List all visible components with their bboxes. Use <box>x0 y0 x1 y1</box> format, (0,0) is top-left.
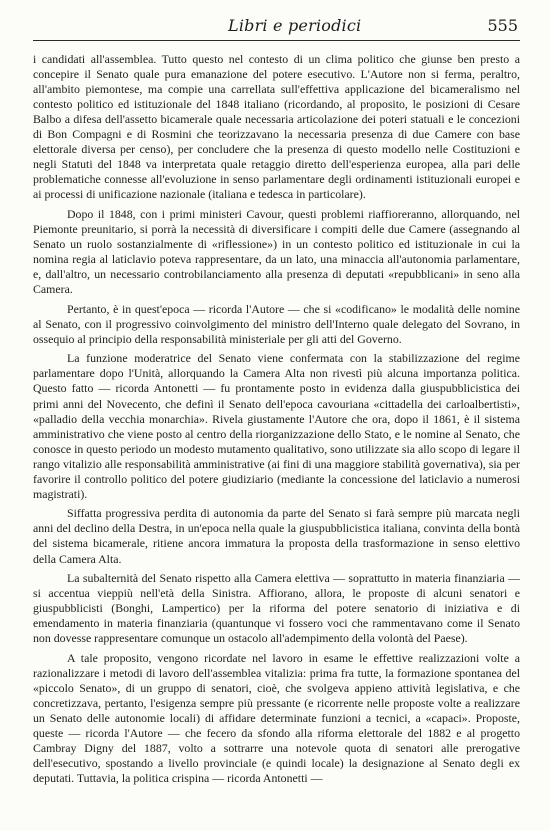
article-body <box>33 52 520 791</box>
page-number: 555 <box>487 16 518 35</box>
page-header <box>33 14 520 41</box>
paragraph: i candidati all'assemblea. Tutto questo nel contesto di un clima politico che giunse ben presto a concepire il Senato quale pura emanazione del potere esecutivo. L'Autore non si ferma, peraltro, all'ambito piemontese, ma compie una carrellata sull'effettiva applicazione del bicameralismo nel contesto politico ed istituzionale del 1848 italiano (ricordando, al proposito, le posizioni di Cesare Balbo a difesa dell'assetto bicamerale quale necessaria articolazione dei poteri statuali e le concezioni di Bon Compagni e di Rosmini che teorizzavano la necessaria presenza di due Camere con base elettorale diversa per censo), per concludere che la presenza di questo modello nelle Costituzioni e negli Statuti del 1848 va interpretata quale retaggio diretto dell'esperienza europea, alla pari delle problematiche connesse all'evoluzione in senso parlamentare degli ordinamenti istituzionali europei e ai processi di unificazione nazionale (italiana e tedesca in particolare). <box>33 52 520 202</box>
paragraph: Pertanto, è in quest'epoca — ricorda l'Autore — che si «codificano» le modalità delle nomine al Senato, con il progressivo coinvolgimento del ministro dell'Interno quale delegato del Sovrano, in ossequio al principio della responsabilità ministeriale per gli atti del Governo. <box>33 301 520 346</box>
paragraph: Siffatta progressiva perdita di autonomia da parte del Senato si farà sempre più marcata negli anni del declino della Destra, in un'epoca nella quale la giuspubblicistica italiana, convinta della bontà del sistema bicamerale, ritiene ancora immatura la proposta della trasformazione in senso elettivo della Camera Alta. <box>33 506 520 566</box>
running-title: Libri e periodici <box>228 16 362 35</box>
paragraph: La subalternità del Senato rispetto alla Camera elettiva — soprattutto in materia finanziaria — si accentua vieppiù nell'età della Sinistra. Affiorano, allora, le proposte di alcuni senatori e giuspubblicisti (Bonghi, Lampertico) per la riforma del potere senatorio di iniziativa e di emendamento in materia finanziaria (quantunque vi fossero voci che rammentavano come il Senato non dovesse rappresentare comunque un ostacolo all'adempimento della volontà del Paese). <box>33 571 520 646</box>
paragraph: La funzione moderatrice del Senato viene confermata con la stabilizzazione del regime parlamentare dopo l'Unità, allorquando la Camera Alta non rivestì più alcuna importanza politica. Questo fatto — ricorda Antonetti — fu prontamente posto in evidenza dalla giuspubblicistica dei primi anni del Novecento, che definì il Senato dell'epoca cavouriana «cittadella dei carloalbertisti», «palladio della vecchia monarchia». Rivela giustamente l'Autore che ora, dopo il 1861, è il sistema amministrativo che viene posto al centro della riorganizzazione dello Stato, e le nomine al Senato, che conosce in questo periodo un modesto mutamento qualitativo, sono utilizzate sia allo scopo di legare il rango vitalizio alle responsabilità amministrative (ai fini di una maggiore stabilità governativa), sia per favorire il controllo politico del potere giudiziario (mediante la concessione del laticlavio a numerosi magistrati). <box>33 351 520 501</box>
paragraph: A tale proposito, vengono ricordate nel lavoro in esame le effettive realizzazioni volte a razionalizzare i metodi di lavoro dell'assemblea vitalizia: prima fra tutte, la formazione spontanea del «piccolo Senato», di un gruppo di senatori, cioè, che svolgeva appieno attività legislativa, e che concretizzava, pertanto, l'esigenza sempre più pressante (e ricorrente nelle proposte volte a realizzare un Senato delle autonomie locali) di affidare determinate funzioni a tecnici, a «capaci». Proposte, queste — ricorda l'Autore — che fecero da sfondo alla riforma elettorale del 1882 e al progetto Cambray Digny del 1887, volto a sottrarre una notevole quota di senatori alle prerogative dell'esecutivo, spostando a livello provinciale (e quindi locale) la designazione al Senato degli ex deputati. Tuttavia, la politica crispina — ricorda Antonetti — <box>33 650 520 786</box>
paragraph: Dopo il 1848, con i primi ministeri Cavour, questi problemi riaffioreranno, allorquando, nel Piemonte preunitario, si porrà la necessità di diversificare i compiti delle due Camere (assegnando al Senato un ruolo sostanzialmente di «riflessione») in un contesto politico ed istituzionale in cui la nomina regia al laticlavio poteva rappresentare, da un lato, una minaccia all'autonomia parlamentare, e, dall'altro, un necessario controbilanciamento alla presenza di deputati «repubblicani» in seno alla Camera. <box>33 206 520 297</box>
